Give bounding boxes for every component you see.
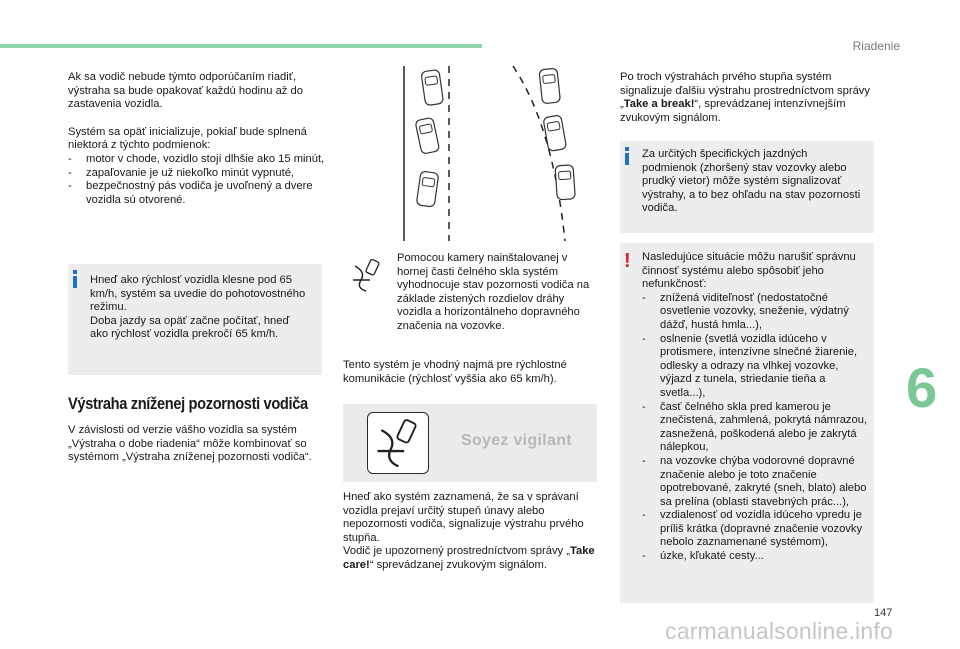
paragraph-reinit-intro: Systém sa opäť inicializuje, pokiaľ bude splnená niektorá z týchto podmienok:: [68, 125, 307, 152]
warning-intro: Nasledujúce situácie môžu narušiť správnu činnosť systému alebo spôsobiť jeho nefunkčnosť:: [642, 251, 856, 291]
chapter-number: 6: [906, 356, 938, 419]
info-text-restart: Doba jazdy sa opäť začne počítať, hneď ako rýchlosť vozidla prekročí 65 km/h.: [90, 314, 290, 341]
paragraph-take-a-break: Po troch výstrahách prvého stupňa systém signalizuje ďalšiu výstrahu prostredníctvom správy „Take a break!“, sprevádzanej intenzívnejším zvukovým signálom.: [620, 71, 870, 124]
column-left: [68, 71, 326, 207]
camera-description: Pomocou kamery nainštalovanej v hornej časti čelného skla systém vyhodnocuje stav pozornosti vodiča na základe zistených rozdielov dráhy vozidla a horizontálneho dopravného značenia na vozovke.: [397, 252, 590, 332]
alert-symbol-frame: [367, 412, 429, 474]
road-lane-illustration: [343, 66, 598, 241]
warning-box-limitations: [620, 243, 874, 603]
section-title: Riadenie: [852, 39, 900, 53]
section-heading: Výstraha zníženej pozornosti vodiča: [68, 394, 308, 413]
warning-list: [642, 292, 872, 564]
list-item: - znížená viditeľnosť (nedostatočné osvetlenie vozovky, sneženie, výdatný dážď, hustá hmla...),: [642, 292, 872, 333]
car-icon: [539, 68, 560, 104]
page-number: 147: [874, 607, 893, 619]
car-icon: [416, 171, 439, 207]
header-accent-bar: [0, 44, 482, 48]
info-box-speed: [68, 264, 322, 375]
paragraph-repeat-warning: Ak sa vodič nebude týmto odporúčaním riadiť, výstraha sa bude opakovať každú hodinu až do zastavenia vozidla.: [68, 71, 303, 111]
info-text-conditions: Za určitých špecifických jazdných podmienok (zhoršený stav vozovky alebo prudký vietor) môže systém signalizovať výstrahy, a to bez ohľadu na stav pozornosti vodiča.: [642, 148, 861, 215]
paragraph-combination: V závislosti od verzie vášho vozidla sa systém „Výstraha o dobe riadenia“ môže kombinovať so systémom „Výstraha zníženej pozornosti vodiča“.: [68, 424, 312, 464]
list-item: - časť čelného skla pred kamerou je znečistená, zahmlená, pokrytá námrazou, zasnežená, poškodená alebo je zakrytá nálepkou,: [642, 401, 872, 455]
display-panel: [343, 404, 597, 482]
car-icon: [421, 69, 444, 105]
list-item: - na vozovke chýba vodorovné dopravné značenie alebo je toto značenie opotrebované, zakryté (sneh, blato) alebo sa prelína (oblasti stavebných prác...),: [642, 455, 872, 509]
first-level-text: Hneď ako systém zaznamená, že sa v správaní vozidla prejaví určitý stupeň únavy alebo nepozornosti vodiča, signalizuje výstrahu prvého stupňa.: [343, 491, 584, 544]
info-text-standby: Hneď ako rýchlosť vozidla klesne pod 65 km/h, systém sa uvedie do pohotovostného režimu.: [90, 274, 306, 314]
warning-exclamation-icon: !: [624, 250, 631, 272]
info-icon: [73, 270, 78, 288]
list-item: - motor v chode, vozidlo stojí dlhšie ako 15 minút,: [68, 153, 326, 167]
watermark: carmanualsonline.info: [665, 618, 893, 644]
lane-departure-icon: [352, 258, 382, 292]
lane-departure-icon: [368, 413, 427, 472]
paragraph-first-level: [343, 491, 601, 573]
list-item: - vzdialenosť od vozidla idúceho vpredu je príliš krátka (dopravné značenie vozovky nebolo zaznamenané systémom),: [642, 509, 872, 550]
display-message: Soyez vigilant: [461, 432, 572, 449]
info-icon: [625, 147, 630, 165]
list-item: - oslnenie (svetlá vozidla idúceho v protismere, intenzívne slnečné žiarenie, odlesky a odrazy na vlhkej vozovke, výjazd z tunela, striedanie tieňa a svetla...),: [642, 333, 872, 401]
list-item: - bezpečnostný pás vodiča je uvoľnený a dvere vozidla sú otvorené.: [68, 180, 326, 207]
reinit-conditions-list: [68, 153, 326, 207]
car-icon: [555, 165, 575, 200]
list-item: - úzke, kľukaté cesty...: [642, 550, 872, 564]
info-box-conditions: [620, 141, 874, 233]
paragraph-suitable-roads: Tento systém je vhodný najmä pre rýchlostné komunikácie (rýchlosť vyššia ako 65 km/h).: [343, 359, 567, 385]
take-care-text: Vodič je upozornený prostredníctvom správy „Take care!“ sprevádzanej zvukovým signálom.: [343, 545, 595, 571]
list-item: - zapaľovanie je už niekoľko minút vypnuté,: [68, 167, 326, 181]
